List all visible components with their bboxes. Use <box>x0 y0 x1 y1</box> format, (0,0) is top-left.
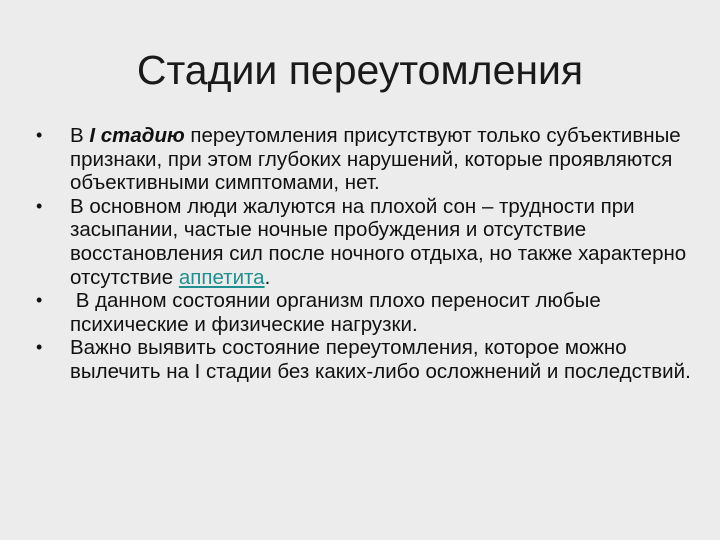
bullet-item <box>36 289 696 336</box>
bullet-item <box>36 336 696 383</box>
bullet-text: переутомления присутствуют только субъективные признаки, при этом глубоких нарушений, которые проявляются объективными симптомами, нет. <box>70 124 681 195</box>
bullet-list <box>36 124 696 384</box>
bullet-item <box>36 124 696 195</box>
bullet-marker: • <box>36 125 43 145</box>
bullet-marker: • <box>36 195 43 216</box>
bullet-item <box>36 195 696 289</box>
bullet-text: . <box>264 265 271 289</box>
slide-title: Стадии переутомления <box>136 47 584 93</box>
bullet-text: В основном люди жалуются на плохой сон – трудности при засыпании, частые ночные пробуждения и отсутствие восстановления сил после ночного отдыха, но также характерно отсутствие <box>70 194 687 289</box>
bullet-text: Важно выявить состояние переутомления, которое можно вылечить на I стадии без каких-либо осложнений и последствий. <box>70 336 691 383</box>
bullet-marker: • <box>36 290 43 311</box>
bullet-marker: • <box>36 337 43 358</box>
bullet-text: В данном состоянии организм плохо переносит любые психические и физические нагрузки. <box>70 289 607 336</box>
bullet-text: В <box>70 124 90 147</box>
appetite-link[interactable]: аппетита <box>178 265 265 289</box>
emphasis-text: I стадию <box>89 124 185 147</box>
